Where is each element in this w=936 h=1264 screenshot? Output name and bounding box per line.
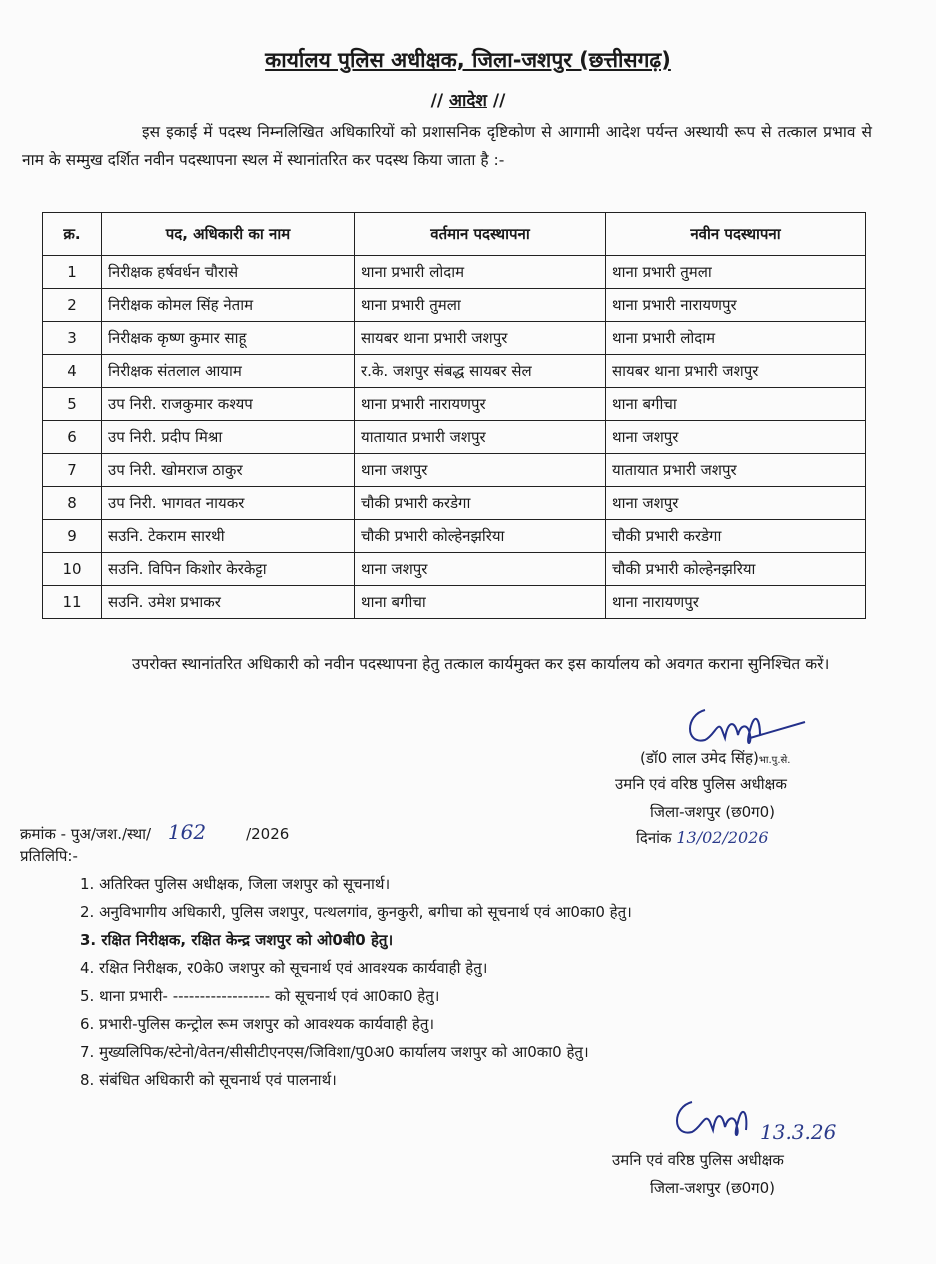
current-posting-cell: थाना प्रभारी लोदाम [355,256,606,289]
copy-list-item: 8. संबंधित अधिकारी को सूचनार्थ एवं पालनार्थ। [80,1071,337,1089]
signatory-name: (डॉ0 लाल उमेद सिंह) [640,749,759,767]
ref-number: 162 [167,820,207,844]
table-row [43,256,866,289]
copy-list-item: 5. थाना प्रभारी- ------------------ को सूचनार्थ एवं आ0का0 हेतु। [80,987,440,1005]
table-row [43,586,866,619]
serial-cell: 10 [43,553,102,586]
table-row [43,322,866,355]
new-posting-cell: थाना प्रभारी लोदाम [606,322,866,355]
order-heading [0,88,936,111]
date-label: दिनांक [636,829,672,847]
table-row [43,487,866,520]
new-posting-cell: सायबर थाना प्रभारी जशपुर [606,355,866,388]
office-title: कार्यालय पुलिस अधीक्षक, जिला-जशपुर (छत्तीसगढ़) [265,48,671,72]
signatory-name-line [640,748,790,768]
order-suffix: // [492,91,506,111]
table-row [43,520,866,553]
officer-name-cell: उप निरी. राजकुमार कश्यप [102,388,355,421]
new-posting-cell: थाना जशपुर [606,421,866,454]
reference-number [20,820,289,844]
current-posting-cell: थाना बगीचा [355,586,606,619]
current-posting-cell: थाना जशपुर [355,553,606,586]
col-current-posting: वर्तमान पदस्थापना [355,213,606,256]
current-posting-cell: थाना जशपुर [355,454,606,487]
current-posting-cell: चौकी प्रभारी करडेगा [355,487,606,520]
copy-list-item: 6. प्रभारी-पुलिस कन्ट्रोल रूम जशपुर को आवश्यक कार्यवाही हेतु। [80,1015,435,1033]
officer-name-cell: उप निरी. खोमराज ठाकुर [102,454,355,487]
table-row [43,421,866,454]
serial-cell: 2 [43,289,102,322]
current-posting-cell: यातायात प्रभारी जशपुर [355,421,606,454]
date-value: 13/02/2026 [676,828,769,847]
serial-cell: 8 [43,487,102,520]
signature-2-designation: उमनि एवं वरिष्ठ पुलिस अधीक्षक [612,1151,784,1169]
order-prefix: // [430,91,444,111]
table-row [43,553,866,586]
current-posting-cell: थाना प्रभारी नारायणपुर [355,388,606,421]
new-posting-cell: यातायात प्रभारी जशपुर [606,454,866,487]
serial-cell: 11 [43,586,102,619]
officer-name-cell: सउनि. विपिन किशोर केरकेट्टा [102,553,355,586]
table-row [43,289,866,322]
table-row [43,355,866,388]
officer-name-cell: सउनि. उमेश प्रभाकर [102,586,355,619]
officer-name-cell: निरीक्षक हर्षवर्धन चौरासे [102,256,355,289]
col-new-posting: नवीन पदस्थापना [606,213,866,256]
closing-paragraph: उपरोक्त स्थानांतरित अधिकारी को नवीन पदस्थापना हेतु तत्काल कार्यमुक्त कर इस कार्यालय को अवगत कराना सुनिश्चित करें। [132,655,830,673]
intro-paragraph: इस इकाई में पदस्थ निम्नलिखित अधिकारियों को प्रशासनिक दृष्टिकोण से आगामी आदेश पर्यन्त अस्थायी रूप से तत्काल प्रभाव से नाम के सम्मुख दर्शित नवीन पदस्थापना स्थल में स्थानांतरित कर पदस्थ किया जाता है :- [22,123,872,169]
current-posting-cell: सायबर थाना प्रभारी जशपुर [355,322,606,355]
signature-1 [680,700,810,750]
copy-list-item: 1. अतिरिक्त पुलिस अधीक्षक, जिला जशपुर को सूचनार्थ। [80,875,391,893]
ref-year: /2026 [246,825,290,843]
officer-name-cell: उप निरी. प्रदीप मिश्रा [102,421,355,454]
new-posting-cell: थाना बगीचा [606,388,866,421]
signature-2-date: 13.3.26 [760,1120,837,1144]
copy-list-item: 2. अनुविभागीय अधिकारी, पुलिस जशपुर, पत्थलगांव, कुनकुरी, बगीचा को सूचनार्थ एवं आ0का0 हेतु। [80,903,632,921]
officer-name-cell: निरीक्षक संतलाल आयाम [102,355,355,388]
copy-list-item: 3. रक्षित निरीक्षक, रक्षित केन्द्र जशपुर को ओ0बी0 हेतु। [80,931,394,949]
officer-name-cell: निरीक्षक कृष्ण कुमार साहू [102,322,355,355]
col-name: पद, अधिकारी का नाम [102,213,355,256]
new-posting-cell: थाना नारायणपुर [606,586,866,619]
serial-cell: 5 [43,388,102,421]
current-posting-cell: चौकी प्रभारी कोल्हेनझरिया [355,520,606,553]
serial-cell: 7 [43,454,102,487]
table-header-row [43,213,866,256]
current-posting-cell: थाना प्रभारी तुमला [355,289,606,322]
table-row [43,454,866,487]
transfer-table [42,212,866,619]
copy-list-item: 7. मुख्यलिपिक/स्टेनो/वेतन/सीसीटीएनएस/जिविशा/पु0अ0 कार्यालय जशपुर को आ0का0 हेतु। [80,1043,589,1061]
new-posting-cell: चौकी प्रभारी कोल्हेनझरिया [606,553,866,586]
table-row [43,388,866,421]
signatory-district: जिला-जशपुर (छ0ग0) [650,803,775,821]
signatory-designation: उमनि एवं वरिष्ठ पुलिस अधीक्षक [615,775,787,793]
copy-to-label: प्रतिलिपि:- [20,847,78,865]
new-posting-cell: थाना प्रभारी नारायणपुर [606,289,866,322]
col-serial: क्र. [43,213,102,256]
copy-list-item: 4. रक्षित निरीक्षक, र0के0 जशपुर को सूचनार्थ एवं आवश्यक कार्यवाही हेतु। [80,959,488,977]
new-posting-cell: चौकी प्रभारी करडेगा [606,520,866,553]
officer-name-cell: निरीक्षक कोमल सिंह नेताम [102,289,355,322]
ref-label: क्रमांक - पुअ/जश./स्था/ [20,825,152,843]
officer-name-cell: उप निरी. भागवत नायकर [102,487,355,520]
new-posting-cell: थाना प्रभारी तुमला [606,256,866,289]
serial-cell: 3 [43,322,102,355]
officer-name-cell: सउनि. टेकराम सारथी [102,520,355,553]
current-posting-cell: र.के. जशपुर संबद्ध सायबर सेल [355,355,606,388]
signature-2-district: जिला-जशपुर (छ0ग0) [650,1179,775,1197]
signatory-service: भा.पु.से. [758,755,791,766]
order-date [636,828,769,848]
serial-cell: 6 [43,421,102,454]
serial-cell: 9 [43,520,102,553]
new-posting-cell: थाना जशपुर [606,487,866,520]
serial-cell: 1 [43,256,102,289]
serial-cell: 4 [43,355,102,388]
order-title: आदेश [449,91,487,111]
